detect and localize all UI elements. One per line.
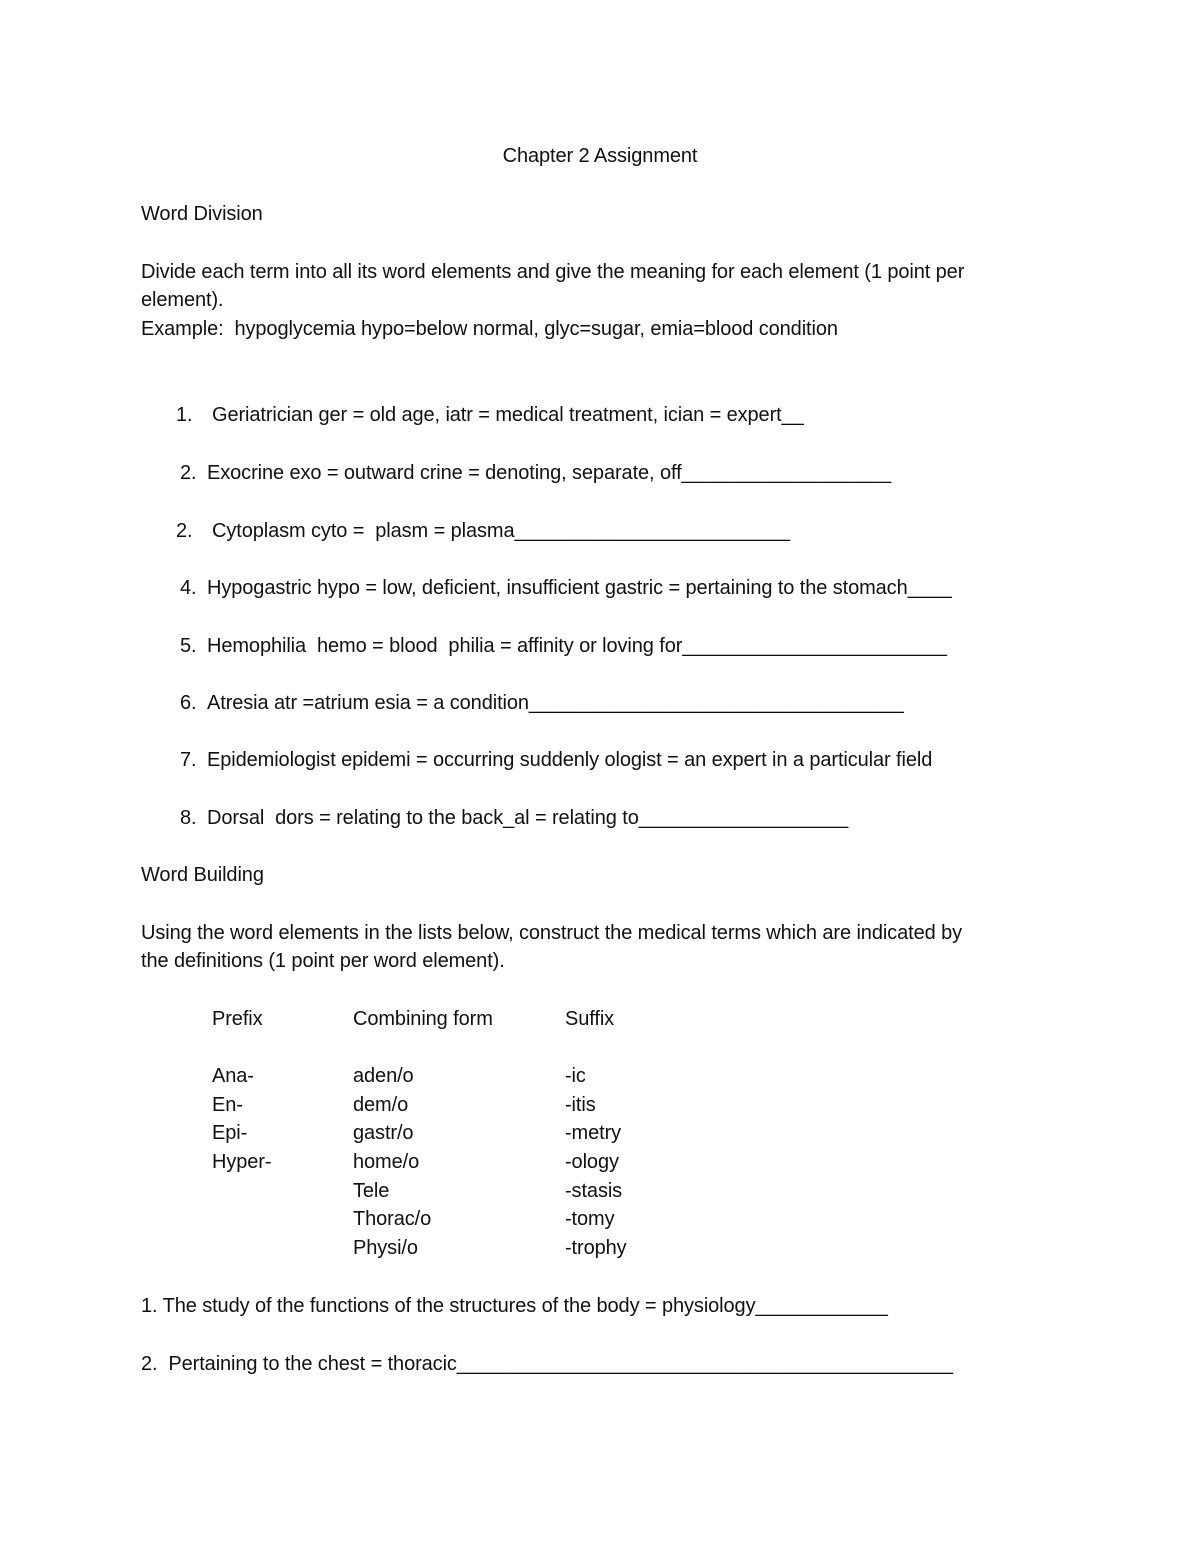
combining-form-cell: Thorac/o bbox=[353, 1208, 432, 1230]
answer-line: 2. Pertaining to the chest = thoracic_____________________________________________ bbox=[141, 1353, 953, 1375]
item-text: Cytoplasm cyto = plasm = plasma_________________________ bbox=[212, 520, 791, 542]
section-heading-word-division: Word Division bbox=[141, 203, 263, 225]
answer-line: 1. The study of the functions of the structures of the body = physiology____________ bbox=[141, 1295, 888, 1317]
item-text: Geriatrician ger = old age, iatr = medical treatment, ician = expert__ bbox=[212, 404, 804, 426]
suffix-cell: -itis bbox=[565, 1094, 596, 1116]
item-text: Hypogastric hypo = low, deficient, insufficient gastric = pertaining to the stomach____ bbox=[207, 577, 952, 599]
suffix-cell: -stasis bbox=[565, 1180, 623, 1202]
item-text: Atresia atr =atrium esia = a condition__________________________________ bbox=[207, 692, 904, 714]
combining-form-cell: gastr/o bbox=[353, 1122, 414, 1144]
suffix-cell: -ic bbox=[565, 1065, 586, 1087]
table-header-prefix: Prefix bbox=[212, 1008, 263, 1030]
instruction-text: Using the word elements in the lists below, construct the medical terms which are indicated by bbox=[141, 922, 962, 944]
page-title: Chapter 2 Assignment bbox=[502, 145, 698, 167]
suffix-cell: -ology bbox=[565, 1151, 619, 1173]
instruction-text: the definitions (1 point per word element). bbox=[141, 950, 505, 972]
instruction-text: element). bbox=[141, 289, 224, 311]
item-number: 5. bbox=[180, 635, 197, 657]
item-number: 7. bbox=[180, 749, 197, 771]
prefix-cell: Ana- bbox=[212, 1065, 254, 1087]
item-text: Epidemiologist epidemi = occurring suddenly ologist = an expert in a particular field bbox=[207, 749, 933, 771]
table-header-suffix: Suffix bbox=[565, 1008, 615, 1030]
combining-form-cell: Physi/o bbox=[353, 1237, 418, 1259]
item-number: 4. bbox=[180, 577, 197, 599]
prefix-cell: En- bbox=[212, 1094, 243, 1116]
suffix-cell: -trophy bbox=[565, 1237, 627, 1259]
combining-form-cell: aden/o bbox=[353, 1065, 414, 1087]
prefix-cell: Hyper- bbox=[212, 1151, 272, 1173]
item-number: 2. bbox=[180, 462, 197, 484]
example-text: Example: hypoglycemia hypo=below normal, glyc=sugar, emia=blood condition bbox=[141, 318, 838, 340]
combining-form-cell: dem/o bbox=[353, 1094, 409, 1116]
item-number: 1. bbox=[176, 404, 193, 426]
suffix-cell: -metry bbox=[565, 1122, 622, 1144]
prefix-cell: Epi- bbox=[212, 1122, 248, 1144]
combining-form-cell: home/o bbox=[353, 1151, 420, 1173]
combining-form-cell: Tele bbox=[353, 1180, 390, 1202]
item-number: 8. bbox=[180, 807, 197, 829]
section-heading-word-building: Word Building bbox=[141, 864, 264, 886]
suffix-cell: -tomy bbox=[565, 1208, 615, 1230]
instruction-text: Divide each term into all its word elements and give the meaning for each element (1 point per bbox=[141, 261, 965, 283]
item-text: Hemophilia hemo = blood philia = affinity or loving for________________________ bbox=[207, 635, 947, 657]
item-number: 2. bbox=[176, 520, 193, 542]
table-header-combining-form: Combining form bbox=[353, 1008, 493, 1030]
item-text: Dorsal dors = relating to the back_al = relating to___________________ bbox=[207, 807, 849, 829]
item-text: Exocrine exo = outward crine = denoting, separate, off___________________ bbox=[207, 462, 891, 484]
item-number: 6. bbox=[180, 692, 197, 714]
